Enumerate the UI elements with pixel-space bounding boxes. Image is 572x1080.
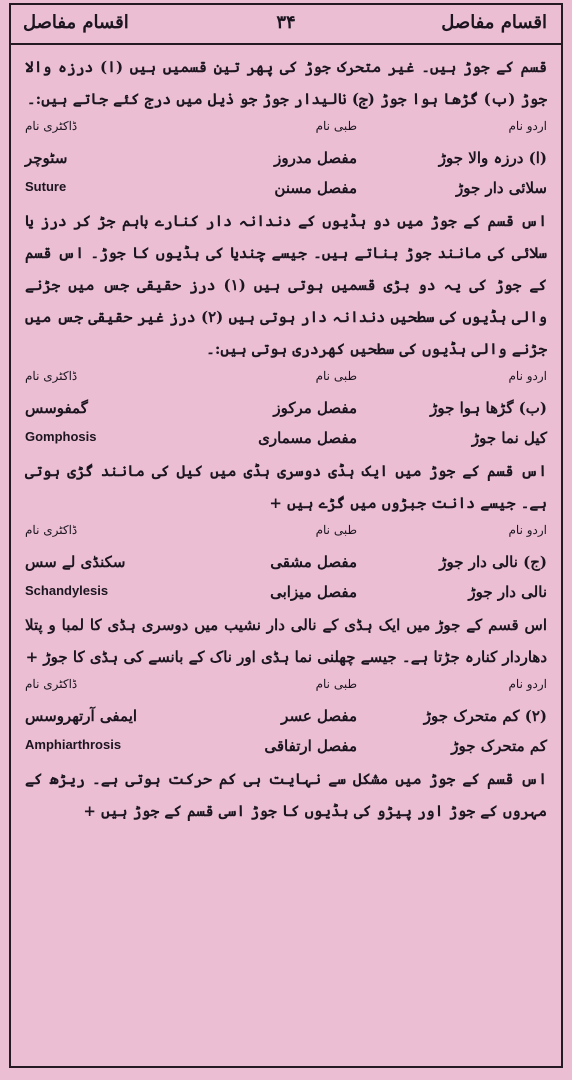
- urdu-term: کم متحرک جوڑ: [451, 737, 547, 755]
- urdu-term: نالی دار جوڑ: [468, 583, 547, 601]
- doctor-term: گمفوسس: [25, 399, 88, 417]
- tibbi-term: مفصل ارتفاقی: [264, 737, 357, 755]
- urdu-name-header: اردو نام: [508, 119, 547, 133]
- running-header: [11, 5, 561, 45]
- suture-paragraph: اس قسم کے جوڑ میں دو ہڈیوں کے دندانہ دار کنارے باہم جڑ کر درز یا سلائی کی مانند جوڑ بناتے ہیں۔ جیسے چندیا کی ہڈیوں کا جوڑ۔ اس قسم کے جوڑ کی یہ دو بڑی قسمیں ہوتی ہیں (۱) درز حقیقی جس میں جڑنے والی ہڈیوں کی سطحیں دندانہ دار ہوتی ہیں (۲) درز غیر حقیقی جس میں جڑنے والی ہڈیوں کی سطحیں کھردری ہوتی ہیں:۔: [25, 212, 548, 358]
- column-header-row: [25, 519, 547, 549]
- tibbi-term: مفصل مشقی: [270, 553, 357, 571]
- english-term: Schandylesis: [25, 583, 109, 598]
- term-row: [25, 395, 547, 425]
- header-left: اقسام مفاصل: [23, 12, 129, 33]
- english-term: Amphiarthrosis: [25, 737, 122, 752]
- term-row: [25, 703, 547, 733]
- english-term: Gomphosis: [25, 429, 97, 444]
- urdu-term: (ب) گڑھا ہوا جوڑ: [430, 399, 547, 417]
- term-row: [25, 425, 547, 455]
- intro-paragraph: قسم کے جوڑ ہیں۔ غیر متحرک جوڑ کی پھر تین قسمیں ہیں (ا) درزہ والا جوڑ (ب) گڑھا ہوا جوڑ (ج) نالیدار جوڑ جو ذیل میں درج کئے جاتے ہیں:۔: [25, 58, 547, 108]
- tibbi-name-header: طبی نام: [315, 523, 357, 537]
- term-row: [25, 733, 547, 763]
- urdu-term: (۲) کم متحرک جوڑ: [423, 707, 547, 725]
- page-body: [25, 51, 547, 827]
- doctor-name-header: ڈاکٹری نام: [25, 119, 78, 133]
- doctor-term: سٹوچر: [25, 149, 68, 167]
- doctor-name-header: ڈاکٹری نام: [25, 523, 78, 537]
- urdu-term: (ج) نالی دار جوڑ: [439, 553, 547, 571]
- tibbi-term: مفصل مسماری: [258, 429, 357, 447]
- tibbi-name-header: طبی نام: [315, 369, 357, 383]
- urdu-term: کیل نما جوڑ: [471, 429, 547, 447]
- tibbi-term: مفصل مدروز: [274, 149, 357, 167]
- english-term: Suture: [25, 179, 67, 194]
- tibbi-term: مفصل مسنن: [274, 179, 357, 197]
- tibbi-term: مفصل عسر: [281, 707, 357, 725]
- doctor-term: ایمفی آرتھروسس: [25, 707, 138, 725]
- term-row: [25, 549, 547, 579]
- column-header-row: [25, 673, 547, 703]
- schandylesis-paragraph: اس قسم کے جوڑ میں ایک ہڈی کے نالی دار نشیب میں دوسری ہڈی کا لمبا و پتلا دھاردار کنارہ جڑتا ہے۔ جیسے چھلنی نما ہڈی اور ناک کے بانسے کی ہڈی کا جوڑ +: [25, 616, 547, 666]
- tibbi-name-header: طبی نام: [315, 677, 357, 691]
- term-row: [25, 145, 547, 175]
- urdu-name-header: اردو نام: [508, 523, 547, 537]
- tibbi-term: مفصل مرکوز: [273, 399, 357, 417]
- column-header-row: [25, 115, 547, 145]
- doctor-name-header: ڈاکٹری نام: [25, 369, 78, 383]
- term-row: [25, 579, 547, 609]
- amphiarthrosis-paragraph: اس قسم کے جوڑ میں مشکل سے نہایت ہی کم حرکت ہوتی ہے۔ ریڑھ کے مہروں کے جوڑ اور پیڑو کی ہڈیوں کا جوڑ اسی قسم کے جوڑ ہیں +: [25, 770, 547, 820]
- gomphosis-paragraph: اس قسم کے جوڑ میں ایک ہڈی دوسری ہڈی میں کیل کی مانند گڑی ہوتی ہے۔ جیسے دانت جبڑوں میں گڑے ہیں +: [25, 462, 547, 512]
- header-right: اقسام مفاصل: [441, 12, 547, 33]
- urdu-name-header: اردو نام: [508, 369, 547, 383]
- term-row: [25, 175, 547, 205]
- doctor-term: سکنڈی لے سس: [25, 553, 126, 571]
- urdu-term: (ا) درزہ والا جوڑ: [438, 149, 547, 167]
- urdu-term: سلائی دار جوڑ: [456, 179, 547, 197]
- tibbi-name-header: طبی نام: [315, 119, 357, 133]
- urdu-name-header: اردو نام: [508, 677, 547, 691]
- doctor-name-header: ڈاکٹری نام: [25, 677, 78, 691]
- page-number: ۳۴: [276, 12, 296, 33]
- page-frame: [9, 3, 563, 1068]
- column-header-row: [25, 365, 547, 395]
- tibbi-term: مفصل میزابی: [270, 583, 357, 601]
